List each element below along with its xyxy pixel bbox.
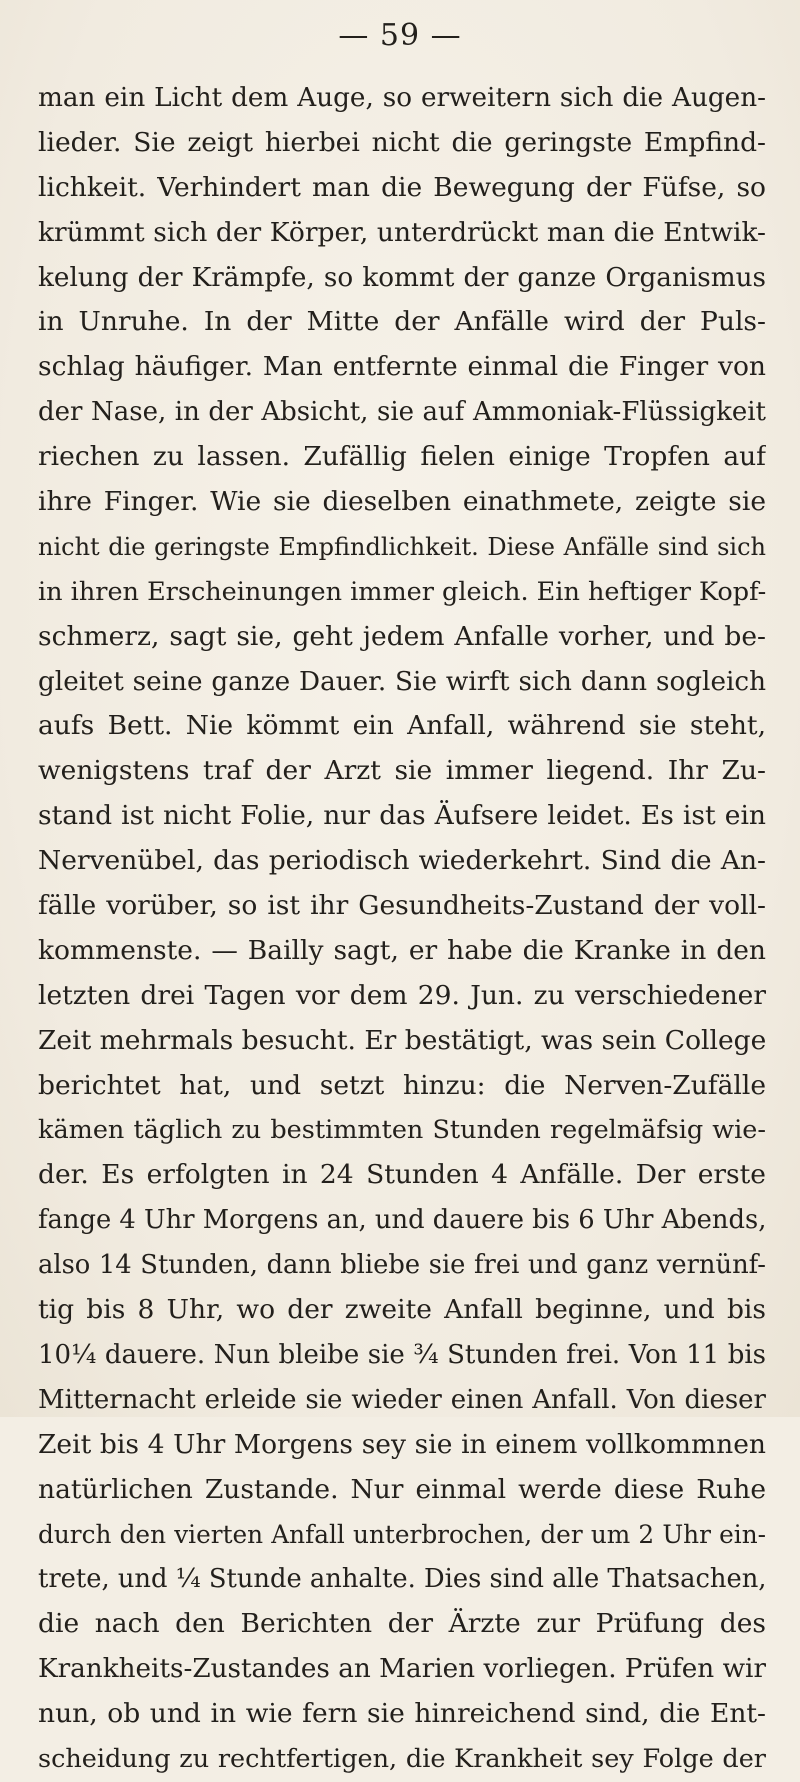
text-line: letzten drei Tagen vor dem 29. Jun. zu verschiedener bbox=[38, 979, 766, 1011]
text-line: trete, und ¼ Stunde anhalte. Dies sind alle Thatsachen, bbox=[38, 1564, 766, 1595]
text-line: aufs Bett. Nie kömmt ein Anfall, während sie steht, bbox=[38, 710, 766, 742]
text-line: nicht die geringste Empfindlichkeit. Diese Anfälle sind sich bbox=[38, 532, 766, 561]
text-line: scheidung zu rechtfertigen, die Krankheit sey Folge der bbox=[38, 1743, 766, 1774]
text-line: Mitternacht erleide sie wieder einen Anfall. Von dieser bbox=[38, 1384, 766, 1415]
text-line: nun, ob und in wie fern sie hinreichend sind, die Ent- bbox=[38, 1698, 766, 1730]
text-line: 10¼ dauere. Nun bleibe sie ¾ Stunden frei. Von 11 bis bbox=[38, 1339, 766, 1370]
text-line: tig bis 8 Uhr, wo der zweite Anfall beginne, und bis bbox=[38, 1294, 766, 1326]
text-line: kämen täglich zu bestimmten Stunden regelmäfsig wie- bbox=[38, 1115, 766, 1146]
text-line: kelung der Krämpfe, so kommt der ganze Organismus bbox=[38, 262, 766, 293]
text-line: natürlichen Zustande. Nur einmal werde diese Ruhe bbox=[38, 1473, 766, 1505]
text-line: ihre Finger. Wie sie dieselben einathmete, zeigte sie bbox=[38, 486, 766, 518]
text-line: der Nase, in der Absicht, sie auf Ammoniak-Flüssigkeit bbox=[38, 397, 766, 428]
text-line: also 14 Stunden, dann bliebe sie frei und ganz vernünf- bbox=[38, 1250, 766, 1281]
text-line: in Unruhe. In der Mitte der Anfälle wird der Puls- bbox=[38, 306, 766, 338]
text-line: der. Es erfolgten in 24 Stunden 4 Anfälle. Der erste bbox=[38, 1159, 766, 1191]
text-line: in ihren Erscheinungen immer gleich. Ein heftiger Kopf- bbox=[38, 576, 766, 607]
text-line: gleitet seine ganze Dauer. Sie wirft sich dann sogleich bbox=[38, 666, 766, 697]
text-line: schlag häufiger. Man entfernte einmal die Finger von bbox=[38, 351, 766, 383]
text-line: stand ist nicht Folie, nur das Äufsere leidet. Es ist ein bbox=[38, 800, 766, 832]
text-line: kommenste. — Bailly sagt, er habe die Kranke in den bbox=[38, 934, 766, 966]
text-line: lichkeit. Verhindert man die Bewegung der Füfse, so bbox=[38, 171, 766, 203]
text-line: fange 4 Uhr Morgens an, und dauere bis 6 Uhr Abends, bbox=[38, 1205, 766, 1236]
text-line: krümmt sich der Körper, unterdrückt man die Entwik- bbox=[38, 216, 766, 248]
text-line: Nervenübel, das periodisch wiederkehrt. Sind die An- bbox=[38, 845, 766, 877]
text-line: fälle vorüber, so ist ihr Gesundheits-Zustand der voll- bbox=[38, 890, 766, 922]
text-line: Krankheits-Zustandes an Marien vorliegen. Prüfen wir bbox=[38, 1654, 766, 1685]
page-number: — 59 — bbox=[338, 18, 462, 53]
text-line: berichtet hat, und setzt hinzu: die Nerven-Zufälle bbox=[38, 1069, 766, 1101]
text-line: Zeit bis 4 Uhr Morgens sey sie in einem vollkommnen bbox=[38, 1428, 766, 1460]
body-text bbox=[38, 76, 766, 1782]
text-line: Zeit mehrmals besucht. Er bestätigt, was sein College bbox=[38, 1024, 766, 1056]
text-line: lieder. Sie zeigt hierbei nicht die geringste Empfind- bbox=[38, 126, 766, 158]
text-line: durch den vierten Anfall unterbrochen, der um 2 Uhr ein- bbox=[38, 1519, 766, 1549]
text-line: die nach den Berichten der Ärzte zur Prüfung des bbox=[38, 1608, 766, 1640]
text-line: wenigstens traf der Arzt sie immer liegend. Ihr Zu- bbox=[38, 755, 766, 787]
text-line: schmerz, sagt sie, geht jedem Anfalle vorher, und be- bbox=[38, 620, 766, 652]
text-line: riechen zu lassen. Zufällig fielen einige Tropfen auf bbox=[38, 441, 766, 473]
text-line: man ein Licht dem Auge, so erweitern sich die Augen- bbox=[38, 83, 766, 113]
